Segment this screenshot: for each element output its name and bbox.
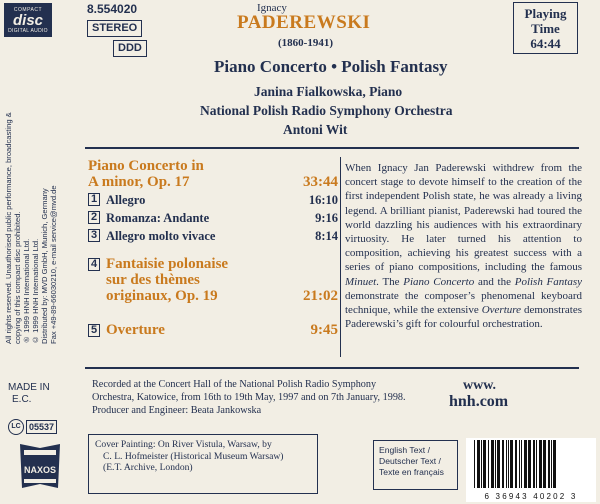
recording-line: Producer and Engineer: Beata Jankowska	[92, 405, 262, 417]
fantasy-title-line: Fantaisie polonaise	[106, 256, 229, 272]
legal-line: Distributed by: MVD GmbH, Munich, Germany	[40, 188, 49, 344]
performer-orchestra: National Polish Radio Symphony Orchestra	[200, 103, 453, 118]
tracklist	[88, 158, 338, 342]
playing-time-label: Playing	[524, 6, 567, 21]
barcode-bar	[481, 440, 482, 488]
recording-line: Orchestra, Katowice, from 16th to 19th May, 1997 and on 7th January, 1998.	[92, 392, 406, 404]
track-row	[88, 192, 338, 210]
legal-line: ℗ 1999 HNH International Ltd.	[22, 238, 31, 344]
lc-icon: LC	[8, 419, 24, 435]
notes-text: . The	[376, 275, 404, 288]
barcode-bar	[515, 440, 517, 488]
legal-line: All rights reserved. Unauthorised public performance, broadcasting &	[4, 112, 13, 344]
divider-top	[85, 147, 579, 149]
barcode-bar	[495, 440, 496, 488]
barcode-bar	[477, 440, 480, 488]
recording-line: Recorded at the Concert Hall of the National Polish Radio Symphony	[92, 379, 377, 390]
cover-line: (E.T. Archive, London)	[103, 462, 193, 473]
language-line: English Text /	[379, 445, 430, 455]
playing-time-value: 64:44	[530, 36, 561, 51]
compact-label: COMPACT	[13, 6, 43, 13]
barcode-bar	[491, 440, 494, 488]
track-duration: 16:10	[308, 193, 338, 207]
composer-first-name: Ignacy	[257, 2, 287, 14]
barcode-bar	[488, 440, 489, 488]
barcode-digits: 6 36943 40202 3	[484, 492, 578, 501]
playing-time-label: Time	[531, 21, 560, 36]
languages-box	[373, 440, 458, 490]
barcode-bar	[510, 440, 513, 488]
track-number: 3	[88, 229, 100, 242]
performer-pianist: Janina Fialkowska, Piano	[254, 84, 403, 99]
legal-line: © 1999 HNH International Ltd.	[31, 238, 40, 344]
cover-line: Cover Painting: On River Vistula, Warsaw, by	[95, 439, 272, 450]
overture-entry	[88, 322, 338, 342]
barcode-bars-icon	[466, 440, 596, 492]
digital-audio-label: DIGITAL AUDIO	[8, 27, 48, 34]
track-number: 2	[88, 211, 100, 224]
barcode-bar	[519, 440, 520, 488]
fantasy-title-line: sur des thèmes	[106, 272, 200, 288]
legal-notice	[4, 44, 74, 344]
fantasy-duration: 21:02	[303, 288, 338, 304]
track-row	[88, 210, 338, 228]
notes-text: When Ignacy Jan Paderewski withdrew from the concert stage to devote himself to the creation of the first independent Polish state, he was already a living legend. A brilliant pianist, Paderewski had toured the world dazzling his audiences with his extraordinary virtuosity. He later turned his attention to composition, achieving his greatest success with a series of piano compositions, including the famous	[345, 162, 582, 274]
overture-title: Overture	[106, 322, 165, 338]
divider-bottom	[85, 367, 579, 369]
notes-text: demonstrates Paderewski’s gift for colourful orchestration.	[345, 304, 582, 331]
barcode-bar	[553, 440, 556, 488]
barcode-bar	[474, 440, 475, 488]
track-duration: 8:14	[315, 229, 338, 243]
notes-italic-minuet: Minuet	[345, 275, 377, 288]
barcode-bar	[528, 440, 531, 488]
label-code: 05537	[26, 420, 57, 434]
barcode-bar	[536, 440, 537, 488]
made-in-line: MADE IN	[8, 382, 50, 393]
barcode-bar	[539, 440, 542, 488]
cover-credit	[88, 434, 318, 494]
naxos-wordmark: NAXOS	[23, 465, 57, 475]
notes-text: and the	[474, 275, 515, 288]
naxos-logo	[18, 442, 62, 490]
overture-duration: 9:45	[310, 322, 338, 338]
track-number: 4	[88, 258, 100, 271]
barcode-bar	[483, 440, 486, 488]
track-title: Romanza: Andante	[106, 211, 210, 225]
track-duration: 9:16	[315, 211, 338, 225]
barcode-bar	[524, 440, 527, 488]
barcode-bar	[497, 440, 500, 488]
column-divider	[340, 157, 341, 357]
barcode-bar	[521, 440, 522, 488]
track-number: 1	[88, 193, 100, 206]
barcode-bar	[548, 440, 550, 488]
barcode-bar	[533, 440, 535, 488]
compact-disc-logo	[4, 3, 52, 37]
concerto-title	[88, 158, 338, 192]
concerto-duration: 33:44	[303, 174, 338, 190]
language-line: Texte en français	[379, 467, 444, 477]
concerto-title-line: A minor, Op. 17	[88, 174, 190, 190]
barcode-bar	[543, 440, 546, 488]
track-title: Allegro	[106, 193, 146, 207]
composer-dates: (1860-1941)	[278, 37, 333, 49]
catalog-number: 8.554020	[87, 2, 138, 16]
cover-line: C. L. Hofmeister (Historical Museum Warsaw)	[103, 450, 284, 462]
disc-label: disc	[12, 11, 43, 29]
website-line2[interactable]: hnh.com	[449, 393, 509, 410]
track-title: Allegro molto vivace	[106, 229, 216, 243]
liner-notes	[345, 161, 582, 331]
made-in-line: E.C.	[12, 394, 32, 405]
fantasy-title-line: originaux, Op. 19	[106, 288, 218, 304]
notes-text: demonstrate the composer’s phenomenal keyboard technique, while the extensive	[345, 289, 582, 317]
album-title: Piano Concerto • Polish Fantasy	[214, 57, 448, 76]
barcode	[466, 438, 596, 502]
notes-italic-overture: Overture	[481, 304, 522, 317]
performer-conductor: Antoni Wit	[283, 122, 348, 137]
fantasy-entry	[88, 256, 338, 322]
notes-italic-piano-concerto: Piano Concerto	[403, 275, 475, 288]
track-row	[88, 228, 338, 246]
concerto-title-line: Piano Concerto in	[88, 158, 204, 174]
legal-line: Fax +49-89-66030210, e-mail service@mvd.de	[49, 185, 58, 344]
language-line: Deutscher Text /	[379, 456, 441, 466]
legal-line: copying of this compact disc prohibited.	[13, 211, 22, 344]
naxos-emblem-icon	[18, 442, 62, 490]
barcode-bar	[502, 440, 504, 488]
track-number: 5	[88, 324, 100, 337]
barcode-bar	[506, 440, 507, 488]
ddd-badge: DDD	[113, 40, 147, 57]
composer-last-name: PADEREWSKI	[237, 12, 371, 33]
barcode-bar	[551, 440, 552, 488]
recording-info	[92, 378, 422, 418]
barcode-bar	[508, 440, 509, 488]
label-code-logo	[8, 418, 57, 435]
stereo-badge: STEREO	[87, 20, 142, 37]
made-in	[8, 382, 50, 406]
notes-italic-polish-fantasy: Polish Fantasy	[514, 275, 582, 288]
playing-time-box	[513, 2, 578, 54]
website-line1[interactable]: www.	[463, 378, 497, 393]
